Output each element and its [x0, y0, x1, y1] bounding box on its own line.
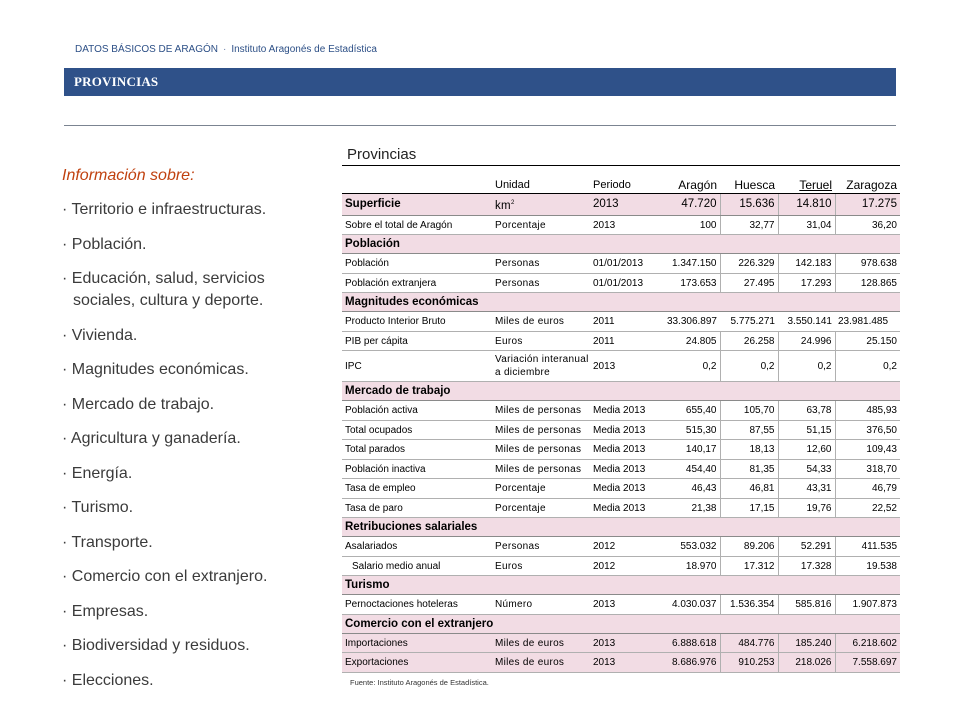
value-teruel: 24.996 — [778, 331, 835, 351]
period-cell: Media 2013 — [590, 479, 652, 499]
row-label: Población inactiva — [342, 459, 492, 479]
value-huesca: 0,2 — [720, 351, 778, 382]
topic-magnitudes[interactable]: · Magnitudes económicas. — [62, 361, 249, 378]
unit-cell: Miles de personas — [492, 459, 590, 479]
row-label: Exportaciones — [342, 653, 492, 673]
provinces-table — [342, 178, 900, 673]
unit-cell: Número — [492, 595, 590, 615]
row-label: Población extranjera — [342, 273, 492, 293]
value-zaragoza: 17.275 — [835, 194, 900, 216]
period-cell: 2013 — [590, 633, 652, 653]
value-aragon: 173.653 — [652, 273, 720, 293]
value-aragon: 8.686.976 — [652, 653, 720, 673]
table-row — [342, 254, 900, 274]
topic-biodiversidad[interactable]: · Biodiversidad y residuos. — [62, 637, 250, 654]
value-zaragoza: 128.865 — [835, 273, 900, 293]
value-aragon: 515,30 — [652, 420, 720, 440]
section-row-poblacion — [342, 235, 900, 254]
unit-cell: Euros — [492, 556, 590, 576]
row-label: Población — [342, 254, 492, 274]
row-label: Tasa de paro — [342, 498, 492, 518]
value-aragon: 46,43 — [652, 479, 720, 499]
table-row — [342, 595, 900, 615]
value-zaragoza: 36,20 — [835, 215, 900, 235]
row-label: Importaciones — [342, 633, 492, 653]
period-cell: Media 2013 — [590, 420, 652, 440]
value-aragon: 655,40 — [652, 401, 720, 421]
value-teruel: 12,60 — [778, 440, 835, 460]
unit-cell: Miles de euros — [492, 633, 590, 653]
unit-cell: Miles de euros — [492, 312, 590, 332]
value-huesca: 105,70 — [720, 401, 778, 421]
period-cell: 2013 — [590, 595, 652, 615]
value-zaragoza: 19.538 — [835, 556, 900, 576]
table-row — [342, 351, 900, 382]
value-teruel: 52.291 — [778, 537, 835, 557]
period-cell: 01/01/2013 — [590, 254, 652, 274]
topic-educacion[interactable] — [62, 268, 322, 312]
table-title-rule — [342, 165, 900, 166]
value-zaragoza: 376,50 — [835, 420, 900, 440]
value-zaragoza: 109,43 — [835, 440, 900, 460]
value-huesca: 26.258 — [720, 331, 778, 351]
table-row — [342, 498, 900, 518]
section-title-bar: PROVINCIAS — [64, 68, 896, 96]
institute-name: Instituto Aragonés de Estadística — [231, 44, 377, 55]
section-row-retribuciones — [342, 518, 900, 537]
table-row — [342, 273, 900, 293]
table-header-row — [342, 178, 900, 194]
header-separator: · — [223, 44, 227, 55]
value-zaragoza: 6.218.602 — [835, 633, 900, 653]
topic-comercio[interactable]: · Comercio con el extranjero. — [62, 568, 268, 585]
value-zaragoza: 1.907.873 — [835, 595, 900, 615]
value-zaragoza: 411.535 — [835, 537, 900, 557]
topic-educacion-line2: sociales, cultura y deporte. — [73, 292, 264, 309]
row-label: Población activa — [342, 401, 492, 421]
col-header-label — [342, 178, 492, 194]
value-huesca: 87,55 — [720, 420, 778, 440]
col-header-zaragoza: Zaragoza — [835, 178, 900, 194]
value-teruel: 142.183 — [778, 254, 835, 274]
value-zaragoza: 25.150 — [835, 331, 900, 351]
value-teruel: 3.550.141 — [778, 312, 835, 332]
col-header-period: Periodo — [590, 178, 652, 194]
value-teruel: 63,78 — [778, 401, 835, 421]
table-row — [342, 331, 900, 351]
value-teruel: 0,2 — [778, 351, 835, 382]
unit-line1: Variación interanual — [495, 354, 589, 366]
value-teruel: 51,15 — [778, 420, 835, 440]
period-cell: Media 2013 — [590, 440, 652, 460]
section-row-turismo — [342, 576, 900, 595]
value-aragon: 47.720 — [652, 194, 720, 216]
period-cell: 2013 — [590, 215, 652, 235]
value-zaragoza: 0,2 — [835, 351, 900, 382]
value-zaragoza: 318,70 — [835, 459, 900, 479]
value-huesca: 1.536.354 — [720, 595, 778, 615]
row-label: Producto Interior Bruto — [342, 312, 492, 332]
table-row — [342, 459, 900, 479]
period-cell: 2012 — [590, 537, 652, 557]
topic-educacion-line1: · Educación, salud, servicios — [62, 270, 265, 287]
value-zaragoza: 23.981.485 — [835, 312, 900, 332]
unit-cell: Miles de euros — [492, 653, 590, 673]
value-teruel: 185.240 — [778, 633, 835, 653]
value-aragon: 100 — [652, 215, 720, 235]
period-cell: Media 2013 — [590, 401, 652, 421]
table-row — [342, 653, 900, 673]
value-huesca: 17.312 — [720, 556, 778, 576]
section-label: Mercado de trabajo — [342, 382, 900, 401]
value-huesca: 17,15 — [720, 498, 778, 518]
table-row — [342, 215, 900, 235]
value-teruel: 14.810 — [778, 194, 835, 216]
topic-territorio[interactable]: · Territorio e infraestructuras. — [62, 201, 267, 218]
topic-empresas[interactable]: · Empresas. — [62, 602, 149, 620]
topic-mercado-trabajo[interactable]: · Mercado de trabajo. — [62, 395, 215, 413]
period-cell: 2013 — [590, 194, 652, 216]
table-row — [342, 556, 900, 576]
row-label: Tasa de empleo — [342, 479, 492, 499]
value-aragon: 24.805 — [652, 331, 720, 351]
row-label: Total ocupados — [342, 420, 492, 440]
table-title: Provincias — [347, 146, 417, 163]
section-label: Población — [342, 235, 900, 254]
value-teruel: 17.293 — [778, 273, 835, 293]
period-cell: 2012 — [590, 556, 652, 576]
value-aragon: 1.347.150 — [652, 254, 720, 274]
section-label: Turismo — [342, 576, 900, 595]
value-aragon: 454,40 — [652, 459, 720, 479]
section-label: Superficie — [342, 194, 492, 216]
document-header — [75, 44, 377, 55]
info-topic-list — [62, 199, 322, 692]
section-label: Magnitudes económicas — [342, 293, 900, 312]
value-huesca: 5.775.271 — [720, 312, 778, 332]
value-huesca: 18,13 — [720, 440, 778, 460]
value-teruel: 17.328 — [778, 556, 835, 576]
value-huesca: 89.206 — [720, 537, 778, 557]
value-teruel: 218.026 — [778, 653, 835, 673]
row-label: Sobre el total de Aragón — [342, 215, 492, 235]
unit-cell: Personas — [492, 254, 590, 274]
value-aragon: 553.032 — [652, 537, 720, 557]
unit-km: km — [495, 199, 511, 212]
topic-turismo[interactable]: · Turismo. — [62, 499, 134, 516]
table-row — [342, 440, 900, 460]
value-huesca: 81,35 — [720, 459, 778, 479]
value-zaragoza: 485,93 — [835, 401, 900, 421]
value-huesca: 46,81 — [720, 479, 778, 499]
period-cell: 01/01/2013 — [590, 273, 652, 293]
row-label: Total parados — [342, 440, 492, 460]
value-aragon: 21,38 — [652, 498, 720, 518]
section-label: Comercio con el extranjero — [342, 614, 900, 633]
topic-vivienda[interactable]: · Vivienda. — [62, 326, 138, 344]
value-huesca: 484.776 — [720, 633, 778, 653]
topic-transporte[interactable]: · Transporte. — [62, 533, 153, 551]
period-cell: 2013 — [590, 653, 652, 673]
info-panel — [62, 165, 322, 704]
topic-agricultura[interactable]: · Agricultura y ganadería. — [62, 430, 241, 447]
topic-energia[interactable]: · Energía. — [62, 464, 133, 482]
value-aragon: 6.888.618 — [652, 633, 720, 653]
value-huesca: 27.495 — [720, 273, 778, 293]
row-label: PIB per cápita — [342, 331, 492, 351]
period-cell: Media 2013 — [590, 498, 652, 518]
table-source-note: Fuente: Instituto Aragonés de Estadística. — [350, 677, 489, 687]
unit-cell: Euros — [492, 331, 590, 351]
unit-cell: Porcentaje — [492, 215, 590, 235]
unit-cell: Miles de personas — [492, 420, 590, 440]
unit-cell: Miles de personas — [492, 401, 590, 421]
value-aragon: 33.306.897 — [652, 312, 720, 332]
row-label: IPC — [342, 351, 492, 382]
value-zaragoza: 7.558.697 — [835, 653, 900, 673]
period-cell: Media 2013 — [590, 459, 652, 479]
period-cell: 2013 — [590, 351, 652, 382]
table-row — [342, 633, 900, 653]
row-label: Pernoctaciones hoteleras — [342, 595, 492, 615]
period-cell: 2011 — [590, 331, 652, 351]
value-zaragoza: 46,79 — [835, 479, 900, 499]
table-row — [342, 537, 900, 557]
col-header-aragon: Aragón — [652, 178, 720, 194]
unit-cell — [492, 194, 590, 216]
value-teruel: 54,33 — [778, 459, 835, 479]
value-huesca: 32,77 — [720, 215, 778, 235]
table-row — [342, 312, 900, 332]
value-zaragoza: 22,52 — [835, 498, 900, 518]
value-teruel: 43,31 — [778, 479, 835, 499]
section-label: Retribuciones salariales — [342, 518, 900, 537]
unit-km-sup: 2 — [510, 200, 515, 206]
value-aragon: 0,2 — [652, 351, 720, 382]
section-row-magnitudes — [342, 293, 900, 312]
period-cell: 2011 — [590, 312, 652, 332]
section-row-mercado — [342, 382, 900, 401]
col-header-huesca: Huesca — [720, 178, 778, 194]
value-huesca: 226.329 — [720, 254, 778, 274]
table-row — [342, 401, 900, 421]
row-label: Salario medio anual — [342, 556, 492, 576]
info-panel-title: Información sobre: — [62, 167, 195, 184]
unit-cell — [492, 351, 590, 382]
document-title: DATOS BÁSICOS DE ARAGÓN — [75, 44, 218, 55]
unit-cell: Personas — [492, 273, 590, 293]
row-label: Asalariados — [342, 537, 492, 557]
unit-cell: Porcentaje — [492, 498, 590, 518]
col-header-unit: Unidad — [492, 178, 590, 194]
value-aragon: 140,17 — [652, 440, 720, 460]
value-aragon: 18.970 — [652, 556, 720, 576]
topic-poblacion[interactable]: · Población. — [62, 235, 147, 253]
unit-line2: a diciembre — [495, 367, 550, 379]
section-divider — [64, 125, 896, 126]
section-row-comercio — [342, 614, 900, 633]
value-huesca: 15.636 — [720, 194, 778, 216]
section-row-superficie — [342, 194, 900, 216]
value-zaragoza: 978.638 — [835, 254, 900, 274]
value-huesca: 910.253 — [720, 653, 778, 673]
col-header-teruel: Teruel — [778, 178, 835, 194]
topic-elecciones[interactable]: · Elecciones. — [62, 671, 154, 689]
provinces-table-area — [342, 146, 902, 687]
value-aragon: 4.030.037 — [652, 595, 720, 615]
unit-cell: Personas — [492, 537, 590, 557]
value-teruel: 19,76 — [778, 498, 835, 518]
table-row — [342, 420, 900, 440]
value-teruel: 585.816 — [778, 595, 835, 615]
unit-cell: Porcentaje — [492, 479, 590, 499]
table-row — [342, 479, 900, 499]
unit-cell: Miles de personas — [492, 440, 590, 460]
value-teruel: 31,04 — [778, 215, 835, 235]
